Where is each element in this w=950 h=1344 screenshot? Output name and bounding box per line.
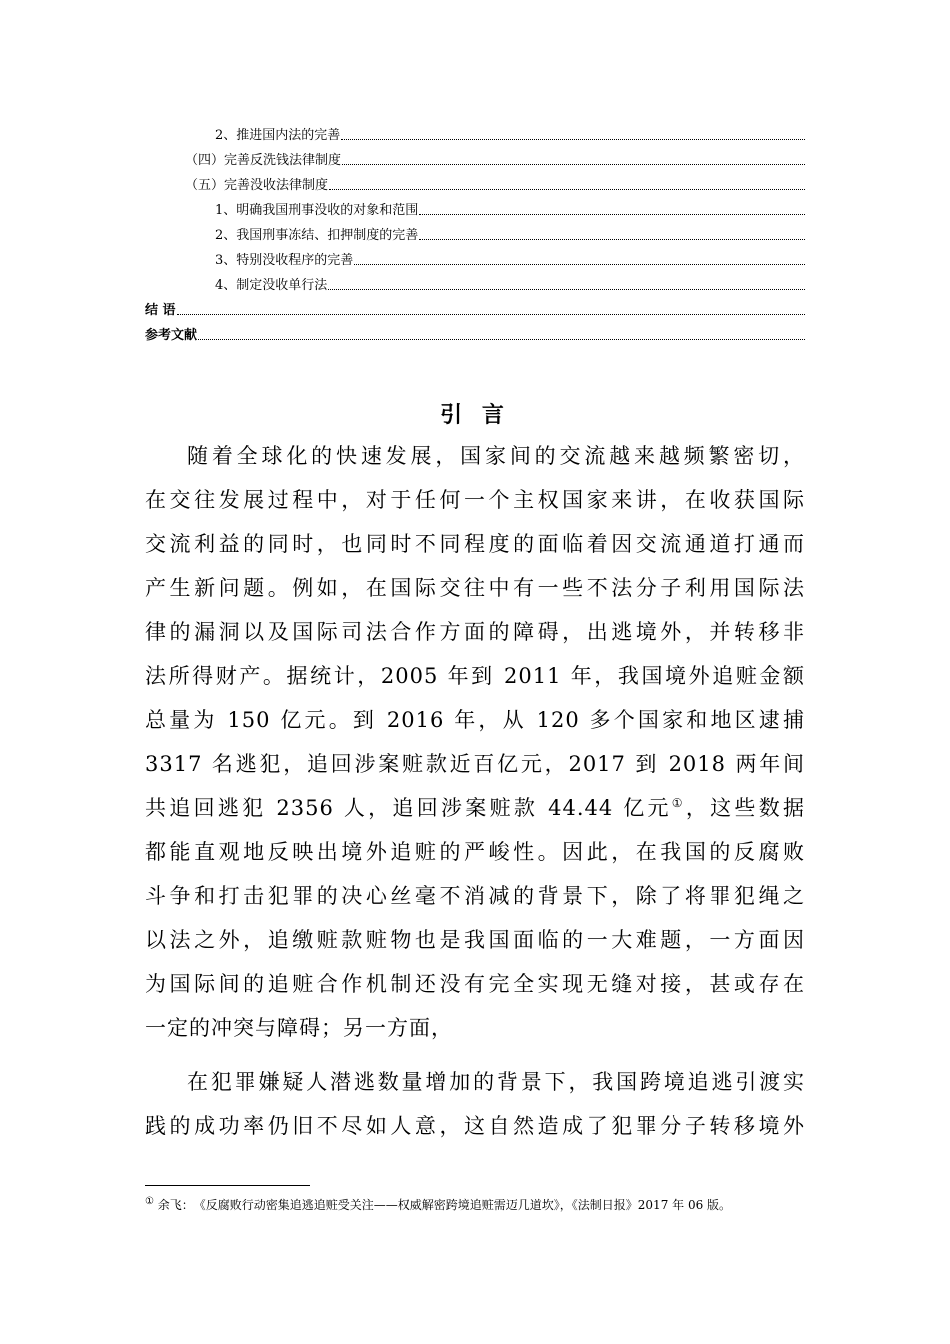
text-segment: 共追回逃犯 2356 人，追回涉案赃款 44.44 亿元 bbox=[145, 796, 672, 820]
footnote-mark: ① bbox=[145, 1196, 154, 1207]
toc-entry[interactable] bbox=[145, 192, 805, 217]
text-line-with-footnote bbox=[145, 786, 805, 830]
toc-leader-dots bbox=[354, 263, 805, 265]
toc-leader-dots bbox=[329, 188, 805, 190]
toc-entry[interactable] bbox=[145, 292, 805, 317]
text-segment: ，这些数据 bbox=[685, 796, 806, 820]
footnote-divider bbox=[145, 1185, 310, 1186]
footnote bbox=[145, 1196, 805, 1214]
toc-leader-dots bbox=[177, 313, 805, 315]
body-paragraph bbox=[145, 434, 805, 1050]
toc-entry[interactable] bbox=[145, 217, 805, 242]
toc-entry[interactable] bbox=[145, 117, 805, 142]
text-line: 在犯罪嫌疑人潜逃数量增加的背景下，我国跨境追逃引渡实 bbox=[187, 1070, 805, 1094]
table-of-contents bbox=[145, 117, 805, 342]
toc-leader-dots bbox=[328, 288, 805, 290]
text-line: 3317 名逃犯，追回涉案赃款近百亿元，2017 到 2018 两年间 bbox=[145, 752, 805, 776]
text-line: 产生新问题。例如，在国际交往中有一些不法分子利用国际法 bbox=[145, 576, 805, 600]
text-line: 总量为 150 亿元。到 2016 年，从 120 多个国家和地区逮捕 bbox=[145, 708, 805, 732]
toc-entry-label: 结 语 bbox=[145, 303, 176, 318]
text-line: 践的成功率仍旧不尽如人意，这自然造成了犯罪分子转移境外 bbox=[145, 1114, 805, 1138]
text-line: 律的漏洞以及国际司法合作方面的障碍，出逃境外，并转移非 bbox=[145, 620, 805, 644]
toc-entry-label: 3、特别没收程序的完善 bbox=[215, 253, 354, 268]
section-heading: 引 言 bbox=[440, 403, 510, 428]
footnote-reference[interactable]: ① bbox=[671, 796, 686, 810]
toc-leader-dots bbox=[341, 138, 805, 140]
toc-entry-label: （五）完善没收法律制度 bbox=[185, 178, 329, 193]
toc-leader-dots bbox=[419, 238, 805, 240]
toc-entry[interactable] bbox=[145, 317, 805, 342]
text-line: 斗争和打击犯罪的决心丝毫不消减的背景下，除了将罪犯绳之 bbox=[145, 884, 805, 908]
toc-entry-label: 2、推进国内法的完善 bbox=[215, 128, 341, 143]
text-line: 法所得财产。据统计，2005 年到 2011 年，我国境外追赃金额 bbox=[145, 664, 805, 688]
toc-entry-label: 4、制定没收单行法 bbox=[215, 278, 328, 293]
text-line: 随着全球化的快速发展，国家间的交流越来越频繁密切， bbox=[187, 444, 805, 468]
toc-leader-dots bbox=[198, 338, 805, 340]
toc-entry-label: 1、明确我国刑事没收的对象和范围 bbox=[215, 203, 419, 218]
footnote-text: 余飞： 《反腐败行动密集追逃追赃受关注——权威解密跨境追赃需迈几道坎》，《法制日报》2017 年 06 版。 bbox=[153, 1198, 732, 1212]
toc-leader-dots bbox=[342, 163, 805, 165]
toc-entry-label: 2、我国刑事冻结、扣押制度的完善 bbox=[215, 228, 419, 243]
text-line: 在交往发展过程中，对于任何一个主权国家来讲，在收获国际 bbox=[145, 488, 805, 512]
text-line: 交流利益的同时，也同时不同程度的面临着因交流通道打通而 bbox=[145, 532, 805, 556]
text-line: 一定的冲突与障碍；另一方面， bbox=[145, 1016, 453, 1040]
text-line: 都能直观地反映出境外追赃的严峻性。因此，在我国的反腐败 bbox=[145, 840, 805, 864]
text-line: 为国际间的追赃合作机制还没有完全实现无缝对接，甚或存在 bbox=[145, 972, 805, 996]
toc-entry[interactable] bbox=[145, 267, 805, 292]
toc-entry[interactable] bbox=[145, 242, 805, 267]
text-line: 以法之外，追缴赃款赃物也是我国面临的一大难题，一方面因 bbox=[145, 928, 805, 952]
toc-entry[interactable] bbox=[145, 167, 805, 192]
toc-entry-label: （四）完善反洗钱法律制度 bbox=[185, 153, 342, 168]
toc-leader-dots bbox=[419, 213, 805, 215]
toc-entry-label: 参考文献 bbox=[145, 328, 198, 343]
toc-entry[interactable] bbox=[145, 142, 805, 167]
body-paragraph bbox=[145, 1060, 805, 1148]
